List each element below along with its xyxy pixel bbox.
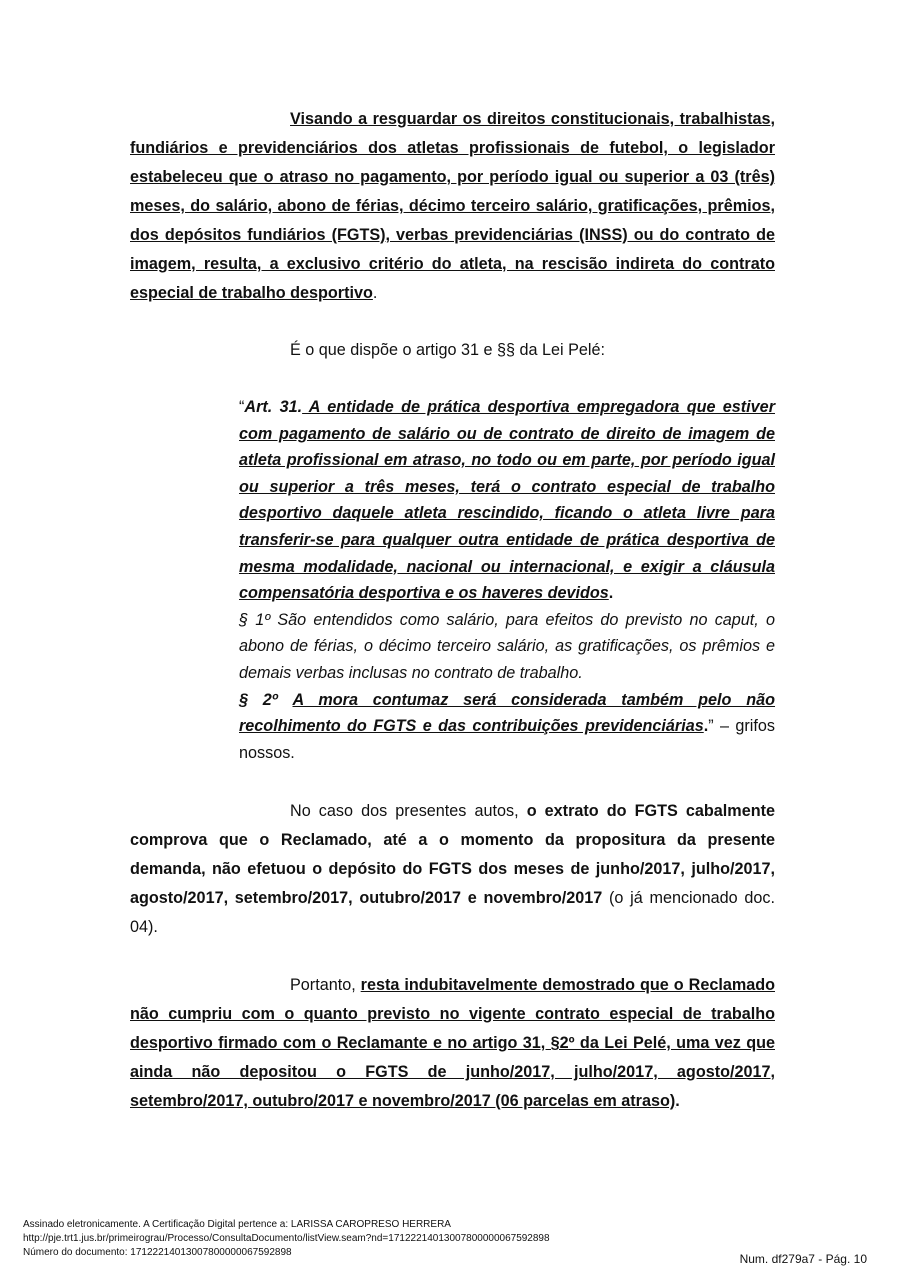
- paragraph-3-lead: No caso dos presentes autos,: [290, 802, 527, 820]
- paragraph-4: [130, 971, 775, 1116]
- article-label: Art. 31.: [244, 398, 303, 416]
- paragraph-1-of-article: § 1º São entendidos como salário, para efeitos do previsto no caput, o abono de férias, o décimo terceiro salário, as gratificações, os prêmios e demais verbas inclusas no contrato de trabalho.: [239, 610, 775, 682]
- document-number: Número do documento: 17122214013007800000067592898: [23, 1247, 292, 1258]
- paragraph-2: [130, 336, 775, 365]
- paragraph-3-end: (o já mencionado doc. 04).: [130, 889, 775, 936]
- paragraph-2-label: § 2º: [239, 690, 278, 709]
- paragraph-2-end: .: [703, 717, 709, 736]
- article-text: A entidade de prática desportiva empregadora que estiver com pagamento de salário ou de contrato de direito de imagem de atleta profissional em atraso, no todo ou em parte, por período igual ou superior a três meses, terá o contrato especial de trabalho desportivo daquele atleta rescindido, ficando o atleta livre para transferir-se para qualquer outra entidade de prática desportiva de mesma modalidade, nacional ou internacional, e exigir a cláusula compensatória desportiva e os haveres devidos: [239, 398, 775, 603]
- quote-open: “: [239, 398, 245, 416]
- paragraph-4-end: .: [675, 1092, 680, 1110]
- paragraph-3: [130, 797, 775, 942]
- quote-close: ” – grifos nossos.: [239, 717, 775, 762]
- law-quote: [239, 394, 775, 766]
- article-end: .: [608, 584, 614, 603]
- paragraph-4-lead: Portanto,: [290, 976, 361, 994]
- paragraph-2-of-article: A mora contumaz será considerada também pelo não recolhimento do FGTS e das contribuições previdenciárias: [239, 690, 776, 736]
- paragraph-1-end: .: [372, 284, 378, 302]
- document-url: http://pje.trt1.jus.br/primeirograu/Processo/ConsultaDocumento/listView.seam?nd=17122214013007800000067592898: [23, 1233, 550, 1244]
- paragraph-2-text: É o que dispõe o artigo 31 e §§ da Lei Pelé:: [290, 341, 605, 359]
- paragraph-1: [130, 105, 775, 308]
- paragraph-1-emphasis: Visando a resguardar os direitos constitucionais, trabalhistas, fundiários e previdenciários dos atletas profissionais de futebol, o legislador estabeleceu que o atraso no pagamento, por período igual ou superior a 03 (três) meses, do salário, abono de férias, décimo terceiro salário, gratificações, prêmios, dos depósitos fundiários (FGTS), verbas previdenciárias (INSS) ou do contrato de imagem, resulta, a exclusivo critério do atleta, na rescisão indireta do contrato especial de trabalho desportivo: [130, 110, 775, 302]
- page-number: Num. df279a7 - Pág. 10: [739, 1252, 867, 1266]
- paragraph-4-underlined: resta indubitavelmente demostrado que o Reclamado não cumpriu com o quanto previsto no vigente contrato especial de trabalho desportivo firmado com o Reclamante e no artigo 31, §2º da Lei Pelé, uma vez que ainda não depositou o FGTS de junho/2017, julho/2017, agosto/2017, setembro/2017, outubro/2017 e novembro/2017 (06 parcelas em atraso): [130, 976, 775, 1110]
- signature-footer: [23, 1218, 550, 1260]
- paragraph-3-bold: o extrato do FGTS cabalmente comprova que o Reclamado, até a o momento da propositura da presente demanda, não efetuou o depósito do FGTS dos meses de junho/2017, julho/2017, agosto/2017, setembro/2017, outubro/2017 e novembro/2017: [130, 802, 775, 907]
- signature-line: Assinado eletronicamente. A Certificação Digital pertence a: LARISSA CAROPRESO HERRERA: [23, 1219, 451, 1230]
